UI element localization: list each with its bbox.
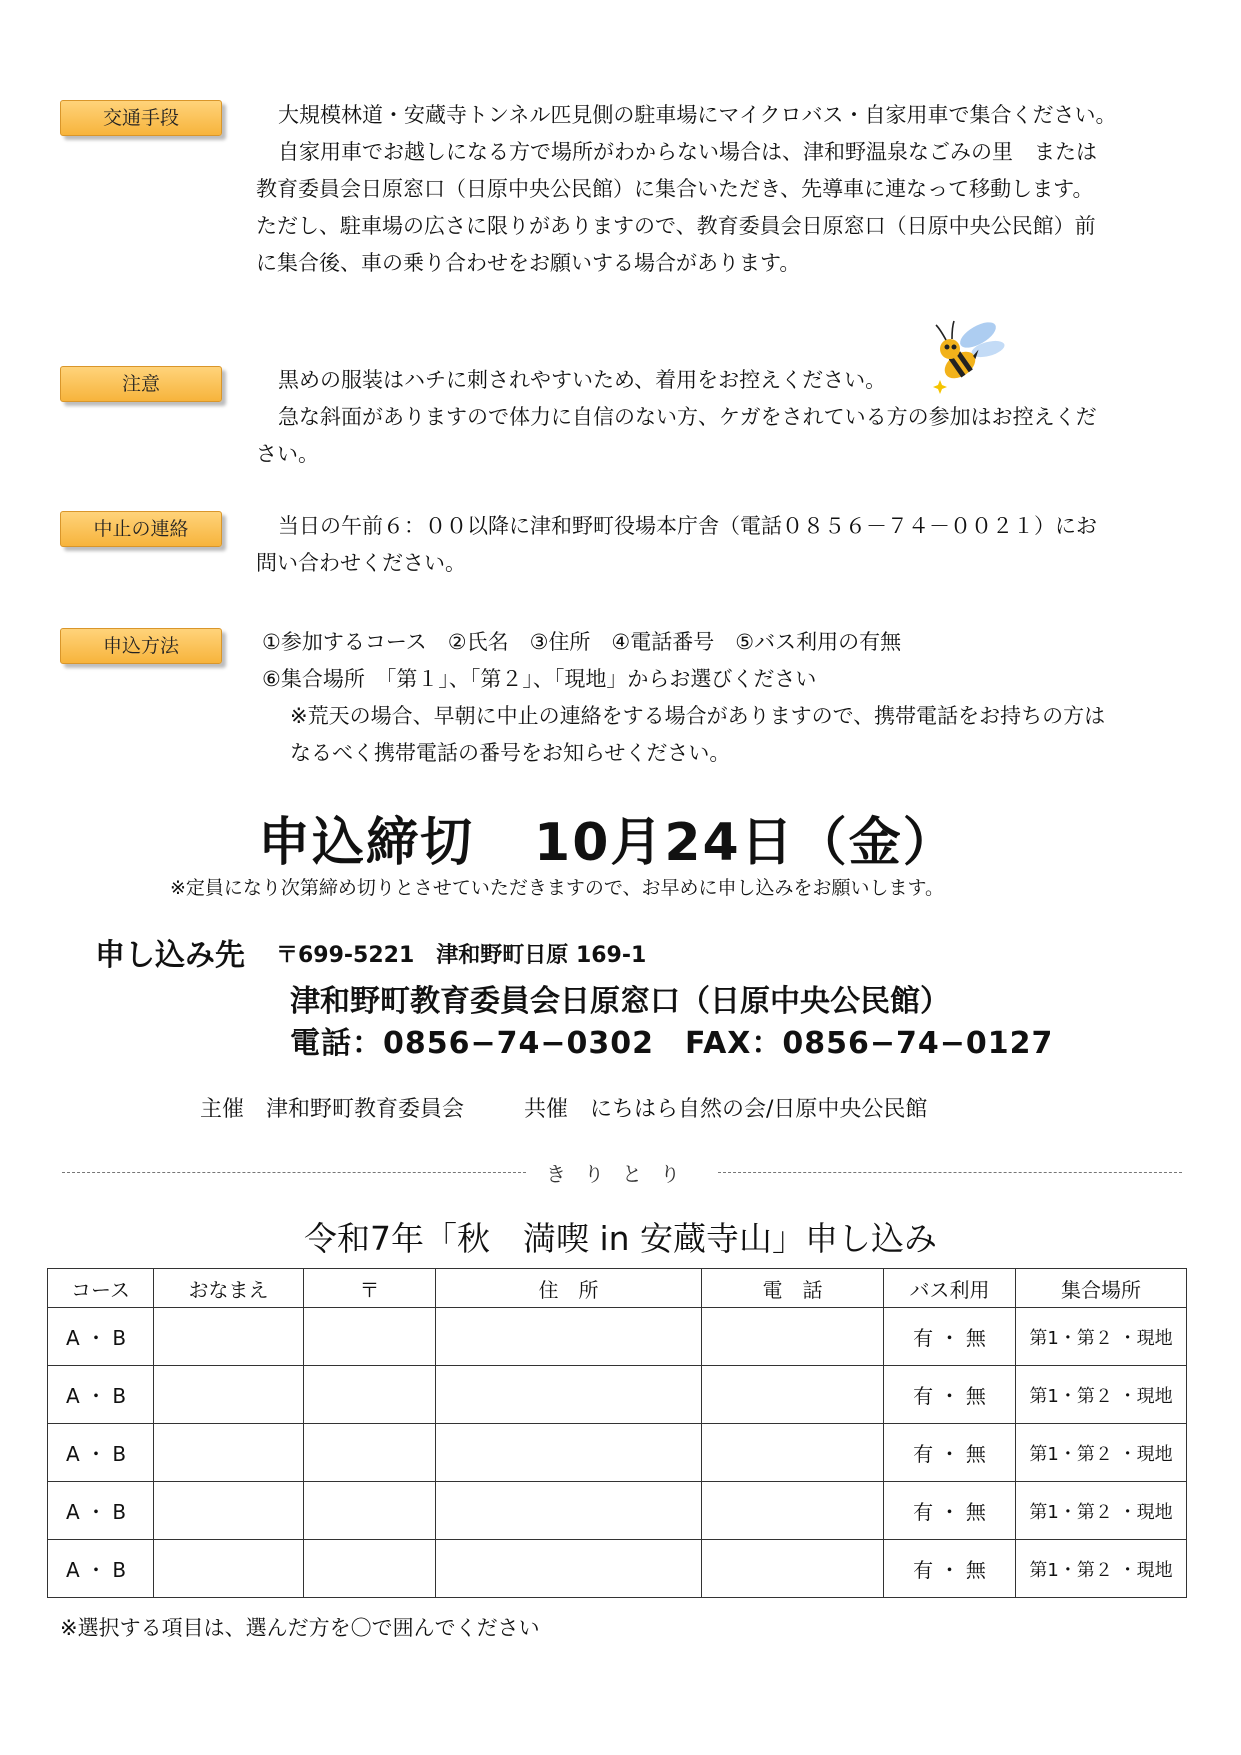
host: 主催 津和野町教育委員会 bbox=[200, 1097, 465, 1122]
table-row bbox=[48, 1308, 1187, 1366]
text-line: 黒めの服装はハチに刺されやすいため、着用をお控えください。 bbox=[278, 368, 887, 392]
name-field[interactable] bbox=[154, 1540, 304, 1598]
text-line: に集合後、車の乗り合わせをお願いする場合があります。 bbox=[256, 251, 801, 275]
bus-choice[interactable]: 有 ・ 無 bbox=[884, 1424, 1016, 1482]
bus-choice[interactable]: 有 ・ 無 bbox=[884, 1308, 1016, 1366]
text-line: 当日の午前６：００以降に津和野町役場本庁舎（電話０８５６－７４－００２１）にお bbox=[278, 514, 1097, 538]
address-field[interactable] bbox=[436, 1424, 702, 1482]
text-line: ⑥集合場所 「第１」、「第２」、「現地」からお選びください bbox=[262, 667, 817, 691]
contact-phone: 電話：0856−74−0302 FAX：0856−74−0127 bbox=[290, 1026, 1054, 1061]
phone-field[interactable] bbox=[702, 1540, 884, 1598]
postal-field[interactable] bbox=[304, 1482, 436, 1540]
cancel-text bbox=[256, 508, 1186, 582]
address-field[interactable] bbox=[436, 1482, 702, 1540]
text-line: 急な斜面がありますので体力に自信のない方、ケガをされている方の参加はお控えくだ bbox=[278, 405, 1097, 429]
text-line: ①参加するコース ②氏名 ③住所 ④電話番号 ⑤バス利用の有無 bbox=[262, 630, 902, 654]
text-line: ※荒天の場合、早朝に中止の連絡をする場合がありますので、携帯電話をお持ちの方は bbox=[290, 704, 1106, 728]
name-field[interactable] bbox=[154, 1366, 304, 1424]
phone-field[interactable] bbox=[702, 1366, 884, 1424]
apply-text bbox=[262, 624, 1105, 772]
contact-label: 申し込み先 bbox=[95, 938, 245, 973]
address-field[interactable] bbox=[436, 1540, 702, 1598]
sponsors bbox=[200, 1092, 927, 1123]
cut-label: きりとり bbox=[546, 1161, 698, 1186]
text-line: ただし、駐車場の広さに限りがありますので、教育委員会日原窓口（日原中央公民館）前 bbox=[256, 214, 1096, 238]
course-choice[interactable]: A ・ B bbox=[48, 1366, 154, 1424]
header-bus: バス利用 bbox=[884, 1269, 1016, 1308]
course-choice[interactable]: A ・ B bbox=[48, 1540, 154, 1598]
bus-choice[interactable]: 有 ・ 無 bbox=[884, 1540, 1016, 1598]
postal-field[interactable] bbox=[304, 1424, 436, 1482]
phone-field[interactable] bbox=[702, 1482, 884, 1540]
header-place: 集合場所 bbox=[1016, 1269, 1187, 1308]
table-row bbox=[48, 1482, 1187, 1540]
phone-field[interactable] bbox=[702, 1424, 884, 1482]
table-row bbox=[48, 1540, 1187, 1598]
contact-org: 津和野町教育委員会日原窓口（日原中央公民館） bbox=[290, 984, 950, 1019]
section-label-apply: 申込方法 bbox=[60, 628, 222, 664]
place-choice[interactable]: 第1・第２ ・現地 bbox=[1016, 1482, 1187, 1540]
text-line: さい。 bbox=[256, 442, 319, 466]
deadline-note: ※定員になり次第締め切りとさせていただきますので、お早めに申し込みをお願いします。 bbox=[170, 877, 945, 899]
header-phone: 電 話 bbox=[702, 1269, 884, 1308]
text-line: なるべく携帯電話の番号をお知らせください。 bbox=[290, 741, 731, 765]
course-choice[interactable]: A ・ B bbox=[48, 1308, 154, 1366]
place-choice[interactable]: 第1・第２ ・現地 bbox=[1016, 1424, 1187, 1482]
text-line: 自家用車でお越しになる方で場所がわからない場合は、津和野温泉なごみの里 または bbox=[278, 140, 1097, 164]
postal-field[interactable] bbox=[304, 1308, 436, 1366]
header-postal: 〒 bbox=[304, 1269, 436, 1308]
place-choice[interactable]: 第1・第２ ・現地 bbox=[1016, 1366, 1187, 1424]
contact-postal: 〒699-5221 津和野町日原 169-1 bbox=[276, 943, 647, 968]
cut-line bbox=[62, 1158, 1182, 1186]
caution-text bbox=[256, 362, 1186, 473]
course-choice[interactable]: A ・ B bbox=[48, 1482, 154, 1540]
section-label-cancel: 中止の連絡 bbox=[60, 511, 222, 547]
postal-field[interactable] bbox=[304, 1540, 436, 1598]
cut-dash-right bbox=[718, 1172, 1182, 1173]
deadline-label: 申込締切 bbox=[258, 813, 475, 873]
postal-field[interactable] bbox=[304, 1366, 436, 1424]
place-choice[interactable]: 第1・第２ ・現地 bbox=[1016, 1308, 1187, 1366]
name-field[interactable] bbox=[154, 1482, 304, 1540]
header-address: 住 所 bbox=[436, 1269, 702, 1308]
bus-choice[interactable]: 有 ・ 無 bbox=[884, 1366, 1016, 1424]
header-name: おなまえ bbox=[154, 1269, 304, 1308]
bus-choice[interactable]: 有 ・ 無 bbox=[884, 1482, 1016, 1540]
header-course: コース bbox=[48, 1269, 154, 1308]
text-line: 問い合わせください。 bbox=[256, 551, 466, 575]
cohost: 共催 にちはら自然の会/日原中央公民館 bbox=[524, 1097, 928, 1122]
table-row bbox=[48, 1424, 1187, 1482]
section-label-transport: 交通手段 bbox=[60, 100, 222, 136]
transport-text bbox=[256, 97, 1186, 282]
address-field[interactable] bbox=[436, 1308, 702, 1366]
deadline-date: 10月24日（金） bbox=[534, 813, 957, 873]
course-choice[interactable]: A ・ B bbox=[48, 1424, 154, 1482]
name-field[interactable] bbox=[154, 1308, 304, 1366]
application-form bbox=[47, 1268, 1187, 1598]
form-title: 令和7年「秋 満喫 in 安蔵寺山」申し込み bbox=[303, 1219, 938, 1258]
phone-field[interactable] bbox=[702, 1308, 884, 1366]
deadline-heading bbox=[258, 800, 957, 875]
name-field[interactable] bbox=[154, 1424, 304, 1482]
text-line: 教育委員会日原窓口（日原中央公民館）に集合いただき、先導車に連なって移動します。 bbox=[256, 177, 1094, 201]
form-note: ※選択する項目は、選んだ方を〇で囲んでください bbox=[60, 1616, 540, 1640]
section-label-caution: 注意 bbox=[60, 366, 222, 402]
table-row bbox=[48, 1366, 1187, 1424]
bee-icon bbox=[930, 315, 1010, 395]
table-header-row bbox=[48, 1269, 1187, 1308]
address-field[interactable] bbox=[436, 1366, 702, 1424]
text-line: 大規模林道・安蔵寺トンネル匹見側の駐車場にマイクロバス・自家用車で集合ください。 bbox=[278, 103, 1117, 127]
cut-dash-left bbox=[62, 1172, 526, 1173]
place-choice[interactable]: 第1・第２ ・現地 bbox=[1016, 1540, 1187, 1598]
